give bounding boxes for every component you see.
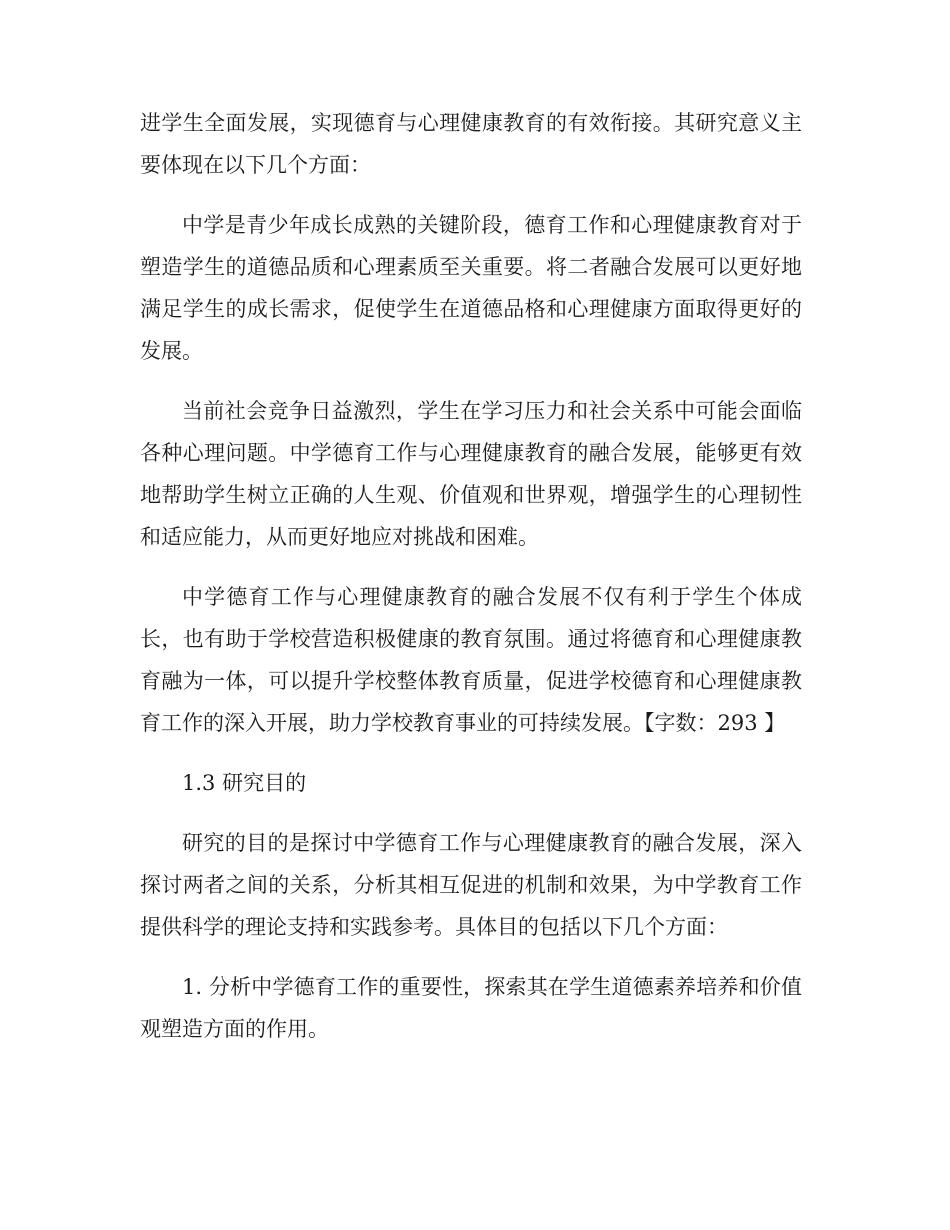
document-body <box>140 102 802 1068</box>
paragraph-significance-1: 中学是青少年成长成熟的关键阶段，德育工作和心理健康教育对于塑造学生的道德品质和心理素质至关重要。将二者融合发展可以更好地满足学生的成长需求，促使学生在道德品格和心理健康方面取得更好的发展。 <box>140 213 802 363</box>
section-heading-research-purpose: 1.3 研究目的 <box>182 771 307 795</box>
paragraph-significance-3: 中学德育工作与心理健康教育的融合发展不仅有利于学生个体成长，也有助于学校营造积极健康的教育氛围。通过将德育和心理健康教育融为一体，可以提升学校整体教育质量，促进学校德育和心理健康教育工作的深入开展，助力学校教育事业的可持续发展。【字数：293 】 <box>140 585 802 735</box>
paragraph-significance-2: 当前社会竞争日益激烈，学生在学习压力和社会关系中可能会面临各种心理问题。中学德育工作与心理健康教育的融合发展，能够更有效地帮助学生树立正确的人生观、价值观和世界观，增强学生的心理韧性和适应能力，从而更好地应对挑战和困难。 <box>140 399 802 549</box>
paragraph-intro-continuation: 进学生全面发展，实现德育与心理健康教育的有效衔接。其研究意义主要体现在以下几个方面： <box>140 111 802 177</box>
paragraph-research-purpose: 研究的目的是探讨中学德育工作与心理健康教育的融合发展，深入探讨两者之间的关系，分析其相互促进的机制和效果，为中学教育工作提供科学的理论支持和实践参考。具体目的包括以下几个方面： <box>140 831 802 939</box>
list-item-purpose-1: 1. 分析中学德育工作的重要性，探索其在学生道德素养培养和价值观塑造方面的作用。 <box>140 975 802 1041</box>
